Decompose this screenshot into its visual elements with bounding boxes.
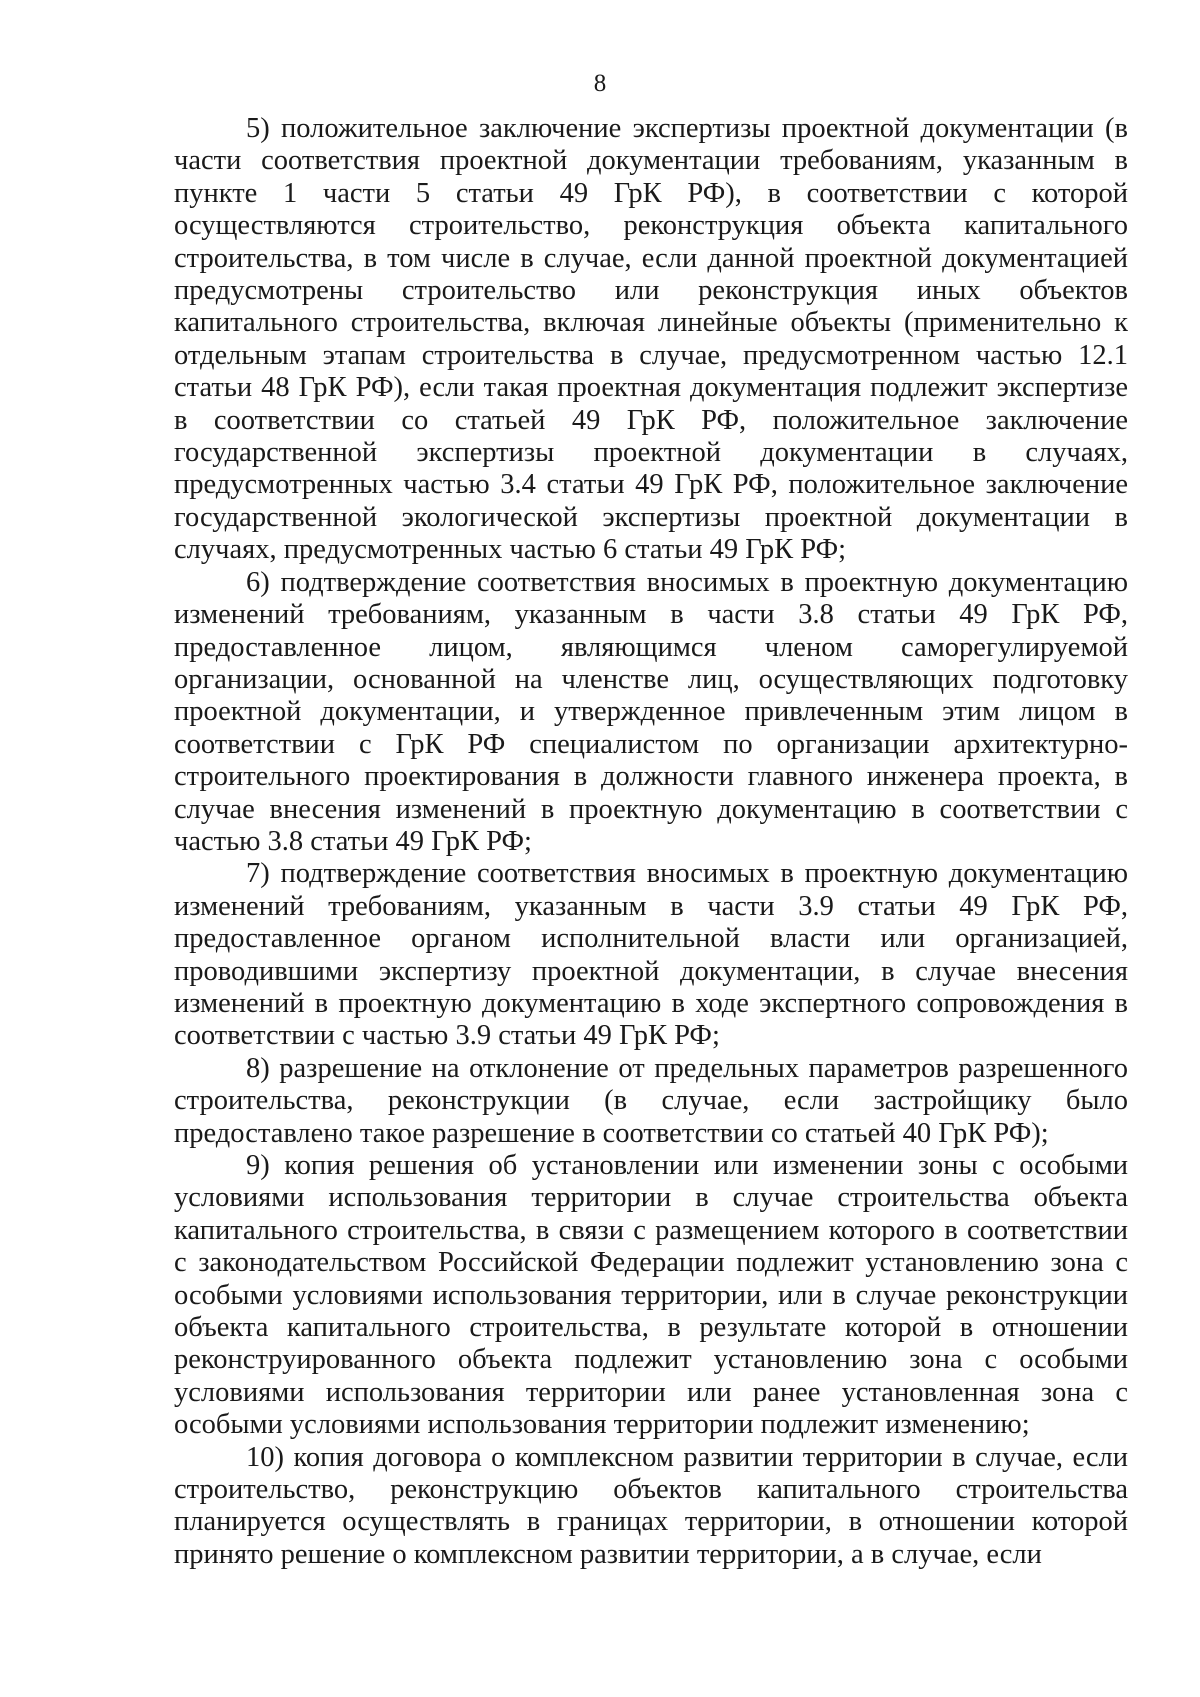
paragraph-item-8: 8) разрешение на отклонение от предельных параметров разрешенного строительства, реконструкции (в случае, если застройщику было предоставлено такое разрешение в соответствии со статьей 40 ГрК РФ);: [174, 1052, 1128, 1149]
paragraph-item-10: 10) копия договора о комплексном развитии территории в случае, если строительство, реконструкцию объектов капитального строительства планируется осуществлять в границах территории, в отношении которой принято решение о комплексном развитии территории, а в случае, если: [174, 1441, 1128, 1570]
paragraph-item-5: 5) положительное заключение экспертизы проектной документации (в части соответствия проектной документации требованиям, указанным в пункте 1 части 5 статьи 49 ГрК РФ), в соответствии с которой осуществляются строительство, реконструкция объекта капитального строительства, в том числе в случае, если данной проектной документацией предусмотрены строительство или реконструкция иных объектов капитального строительства, включая линейные объекты (применительно к отдельным этапам строительства в случае, предусмотренном частью 12.1 статьи 48 ГрК РФ), если такая проектная документация подлежит экспертизе в соответствии со статьей 49 ГрК РФ, положительное заключение государственной экспертизы проектной документации в случаях, предусмотренных частью 3.4 статьи 49 ГрК РФ, положительное заключение государственной экологической экспертизы проектной документации в случаях, предусмотренных частью 6 статьи 49 ГрК РФ;: [174, 113, 1128, 566]
document-body: [174, 113, 1128, 1571]
page-number: 8: [593, 70, 607, 97]
paragraph-item-9: 9) копия решения об установлении или изменении зоны с особыми условиями использования территории в случае строительства объекта капитального строительства, в связи с размещением которого в соответствии с законодательством Российской Федерации подлежит установлению зона с особыми условиями использования территории, или в случае реконструкции объекта капитального строительства, в результате которой в отношении реконструированного объекта подлежит установлению зона с особыми условиями использования территории или ранее установленная зона с особыми условиями использования территории подлежит изменению;: [174, 1150, 1128, 1441]
paragraph-item-6: 6) подтверждение соответствия вносимых в проектную документацию изменений требованиям, указанным в части 3.8 статьи 49 ГрК РФ, предоставленное лицом, являющимся членом саморегулируемой организации, основанной на членстве лиц, осуществляющих подготовку проектной документации, и утвержденное привлеченным этим лицом в соответствии с ГрК РФ специалистом по организации архитектурно-строительного проектирования в должности главного инженера проекта, в случае внесения изменений в проектную документацию в соответствии с частью 3.8 статьи 49 ГрК РФ;: [174, 566, 1128, 857]
paragraph-item-7: 7) подтверждение соответствия вносимых в проектную документацию изменений требованиям, указанным в части 3.9 статьи 49 ГрК РФ, предоставленное органом исполнительной власти или организацией, проводившими экспертизу проектной документации, в случае внесения изменений в проектную документацию в ходе экспертного сопровождения в соответствии с частью 3.9 статьи 49 ГрК РФ;: [174, 858, 1128, 1052]
